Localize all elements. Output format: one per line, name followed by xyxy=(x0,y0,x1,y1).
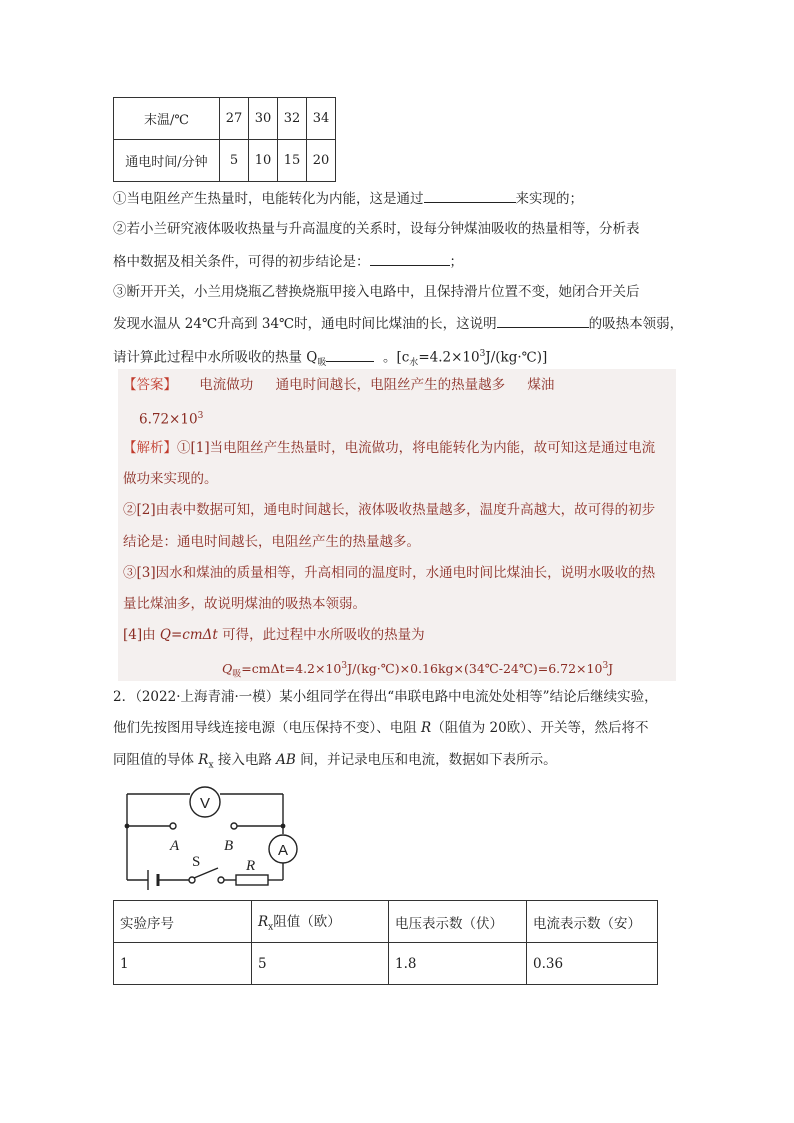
analysis-line: ②[2]由表中数据可知，通电时间越长，液体吸收热量越多，温度升高越大，故可得的初步 xyxy=(123,502,656,518)
table-header-row xyxy=(114,901,658,943)
symbol: R xyxy=(198,752,209,768)
question-line: ③断开开关，小兰用烧瓶乙替换烧瓶甲接入电路中，且保持滑片位置不变，她闭合开关后 xyxy=(113,284,640,300)
analysis-line: 量比煤油多，故说明煤油的吸热本领弱。 xyxy=(123,596,366,612)
table-cell: 10 xyxy=(249,140,278,182)
table-cell: 27 xyxy=(220,98,249,140)
data-table-1 xyxy=(113,97,336,182)
subscript: x xyxy=(208,760,214,771)
answer-blank xyxy=(424,188,516,203)
analysis-line xyxy=(123,625,425,645)
table-header: 实验序号 xyxy=(114,901,252,943)
table-header: 电流表示数（安） xyxy=(527,901,658,943)
symbol: AB xyxy=(276,752,296,768)
superscript: 3 xyxy=(602,661,609,671)
question-text: 间，并记录电压和电流，数据如下表所示。 xyxy=(295,752,557,768)
question-text: 格中数据及相关条件，可得的初步结论是： xyxy=(113,254,370,270)
junction-dot xyxy=(125,824,130,829)
voltmeter-label: V xyxy=(199,795,211,812)
subscript: 吸 xyxy=(317,358,327,369)
question-text: 接入电路 xyxy=(213,752,277,768)
question-line xyxy=(113,188,583,209)
analysis-text: [4]由 xyxy=(123,627,160,643)
table-row xyxy=(114,140,336,182)
table-row xyxy=(114,943,658,985)
switch-label: S xyxy=(192,854,201,870)
table-cell: 末温/℃ xyxy=(114,98,220,140)
question-text: J/(kg·℃)] xyxy=(485,349,548,366)
question-line: 2．（2022·上海青浦·一模）某小组同学在得出“串联电路中电流处处相等”结论后继续实验， xyxy=(113,689,658,705)
answer-blank xyxy=(326,347,374,362)
formula: Q xyxy=(222,661,233,677)
answer-item: 电流做功 xyxy=(199,377,254,393)
question-text: ①当电阻丝产生热量时，电能转化为内能，这是通过 xyxy=(113,191,424,207)
question-text: 的吸热本领弱， xyxy=(588,316,684,332)
analysis-line: 结论是：通电时间越长，电阻丝产生的热量越多。 xyxy=(123,534,420,550)
analysis-label: 【解析】 xyxy=(123,440,177,456)
question-text: 他们先按图用导线连接电源（电压保持不变）、电阻 xyxy=(113,720,422,736)
analysis-text: 可得，此过程中水所吸收的热量为 xyxy=(217,627,425,643)
question-text: ； xyxy=(449,254,463,270)
subscript: 吸 xyxy=(232,669,242,680)
analysis-line xyxy=(123,438,655,458)
table-cell: 15 xyxy=(278,140,307,182)
answer-label: 【答案】 xyxy=(123,377,177,393)
superscript: 3 xyxy=(479,349,486,359)
formula: J xyxy=(608,661,614,677)
question-text: =4.2×10 xyxy=(418,349,480,366)
symbol: R xyxy=(421,720,432,736)
question-line xyxy=(113,251,463,272)
question-line xyxy=(113,750,557,776)
table-header: 电压表示数（伏） xyxy=(389,901,527,943)
formula: Q=cmΔt xyxy=(159,627,218,643)
switch-terminal xyxy=(218,877,224,883)
ammeter-label: A xyxy=(277,842,289,859)
point-b-label: B xyxy=(224,838,234,854)
question-text: （阻值为 20欧）、开关等，然后将不 xyxy=(431,720,649,736)
question-line xyxy=(113,718,648,738)
answer-line xyxy=(123,375,554,395)
table-header xyxy=(252,901,389,943)
point-a-label: A xyxy=(170,838,180,854)
table-cell: 1 xyxy=(114,943,252,985)
answer-blank xyxy=(370,251,450,266)
terminal-a xyxy=(170,823,176,829)
table-cell: 通电时间/分钟 xyxy=(114,140,220,182)
question-line: ②若小兰研究液体吸收热量与升高温度的关系时，设每分钟煤油吸收的热量相等，分析表 xyxy=(113,221,640,237)
table-cell: 0.36 xyxy=(527,943,658,985)
circuit-diagram xyxy=(118,782,298,894)
question-text: 发现水温从 24℃升高到 34℃时，通电时间比煤油的长，这说明 xyxy=(113,316,497,332)
question-text: 。[c xyxy=(382,349,410,366)
superscript: 3 xyxy=(197,411,204,421)
resistor-label: R xyxy=(246,858,256,874)
superscript: 3 xyxy=(341,661,348,671)
subscript: 水 xyxy=(409,358,419,369)
table-row xyxy=(114,98,336,140)
table-cell: 34 xyxy=(307,98,336,140)
terminal-b xyxy=(231,823,237,829)
question-line xyxy=(113,313,683,334)
formula: =cmΔt=4.2×10 xyxy=(241,661,342,677)
analysis-line: ③[3]因水和煤油的质量相等，升高相同的温度时，水通电时间比煤油长，说明水吸收的热 xyxy=(123,565,656,581)
formula: J/(kg·℃)×0.16kg×(34℃-24℃)=6.72×10 xyxy=(347,661,603,677)
answer-item: 通电时间越长，电阻丝产生的热量越多 xyxy=(275,377,506,393)
analysis-text: ①[1]当电阻丝产生热量时，电流做功，将电能转化为内能，故可知这是通过电流 xyxy=(177,440,656,456)
subscript: x xyxy=(268,922,274,933)
header-text: 阻值（欧） xyxy=(273,914,341,931)
question-text: 来实现的； xyxy=(515,191,583,207)
resistor-symbol xyxy=(236,875,268,885)
table-cell: 1.8 xyxy=(389,943,527,985)
answer-item: 煤油 xyxy=(527,377,555,393)
table-cell: 5 xyxy=(220,140,249,182)
table-cell: 5 xyxy=(252,943,389,985)
table-cell: 30 xyxy=(249,98,278,140)
answer-line xyxy=(139,406,203,430)
analysis-line: 做功来实现的。 xyxy=(123,471,218,487)
table-cell: 20 xyxy=(307,140,336,182)
question-text: 请计算此过程中水所吸收的热量 Q xyxy=(113,349,318,366)
data-table-2 xyxy=(113,900,658,985)
junction-dot xyxy=(281,824,286,829)
symbol: R xyxy=(258,914,269,931)
answer-item: 6.72×10 xyxy=(139,411,198,428)
formula-line xyxy=(222,656,613,685)
question-text: 同阻值的导体 xyxy=(113,752,199,768)
table-cell: 32 xyxy=(278,98,307,140)
answer-blank xyxy=(497,313,589,328)
